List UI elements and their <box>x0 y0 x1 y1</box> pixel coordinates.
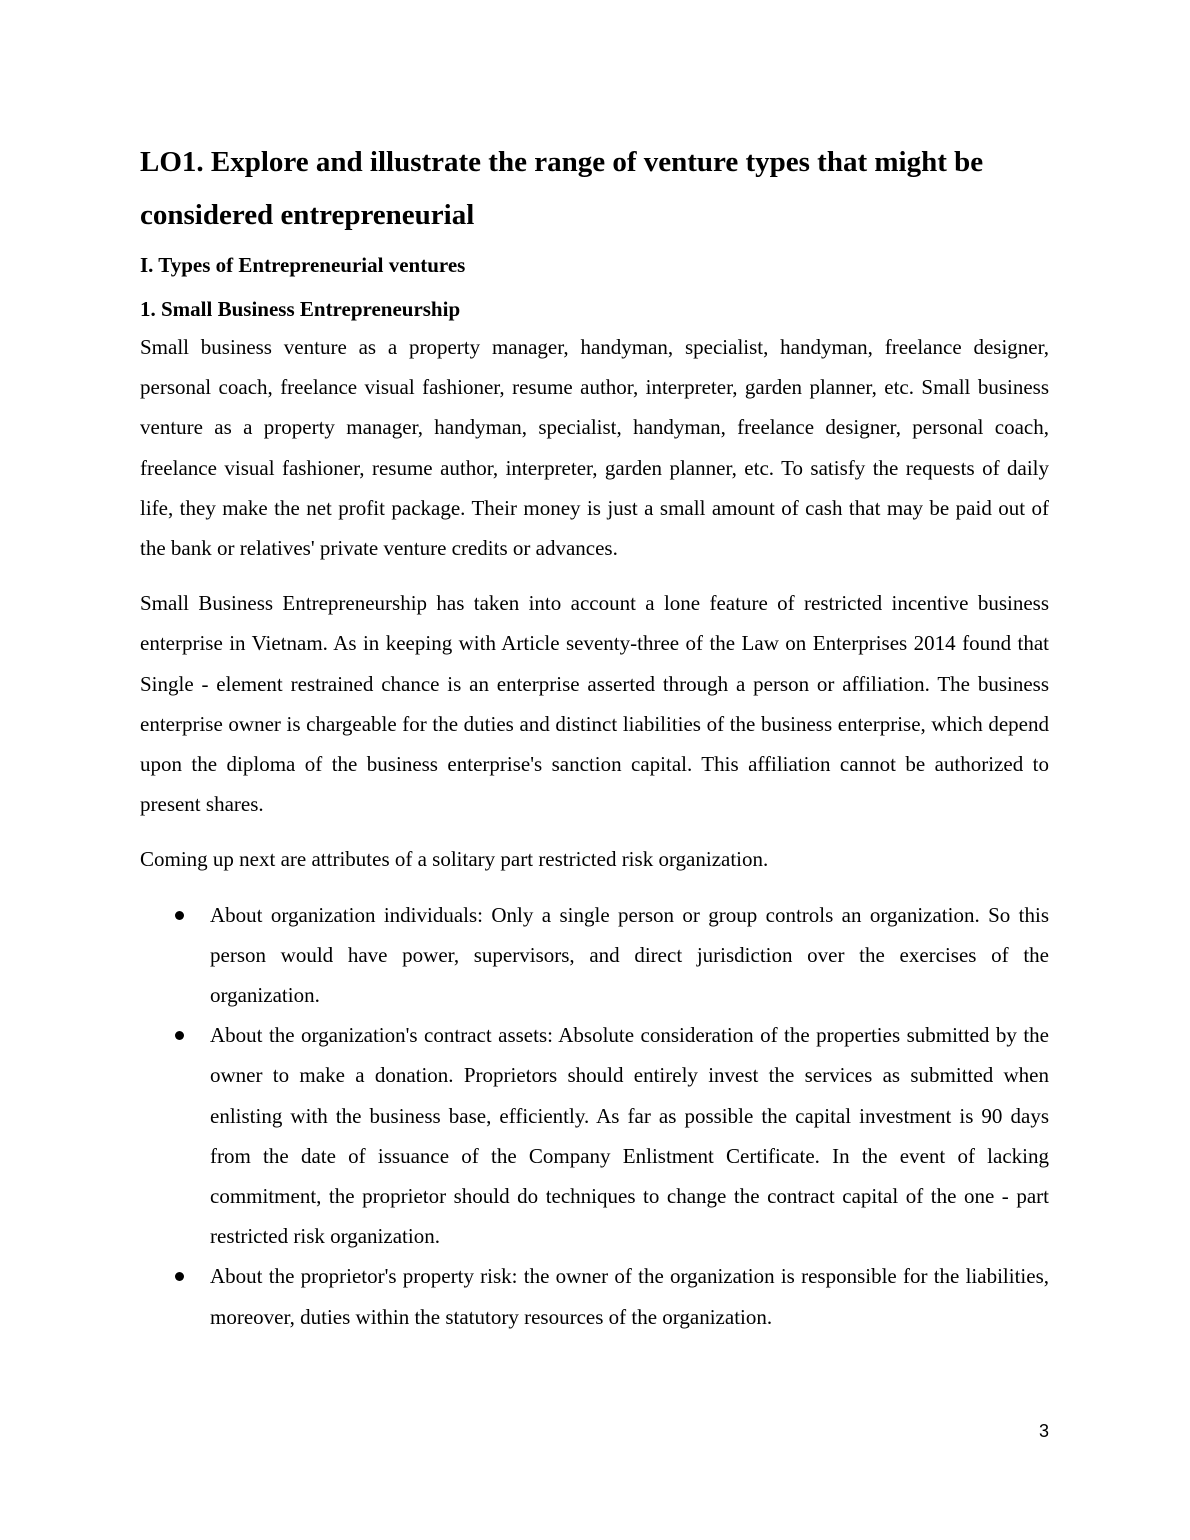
list-item-text: About the proprietor's property risk: the owner of the organization is responsible for the liabilities, moreover, duties within the statutory resources of the organization. <box>210 1264 1049 1329</box>
page-heading: LO1. Explore and illustrate the range of venture types that might be considered entrepreneurial <box>140 146 984 231</box>
list-item <box>140 895 1049 1016</box>
list-item <box>140 1256 1049 1336</box>
section-title: I. Types of Entrepreneurial ventures <box>140 253 466 277</box>
attributes-list <box>140 895 1049 1337</box>
paragraph-intro: Small business venture as a property manager, handyman, specialist, handyman, freelance designer, personal coach, freelance visual fashioner, resume author, interpreter, garden planner, etc. Small business venture as a property manager, handyman, specialist, handyman, freelance designer, personal coach, freelance visual fashioner, resume author, interpreter, garden planner, etc. To satisfy the requests of daily life, they make the net profit package. Their money is just a small amount of cash that may be paid out of the bank or relatives' private venture credits or advances. <box>140 335 1049 561</box>
list-item-text: About organization individuals: Only a single person or group controls an organization. So this person would have power, supervisors, and direct jurisdiction over the exercises of the organization. <box>210 902 1049 1008</box>
document-page <box>140 136 1049 1337</box>
paragraph-law: Small Business Entrepreneurship has taken into account a lone feature of restricted incentive business enterprise in Vietnam. As in keeping with Article seventy-three of the Law on Enterprises 2014 found that Single - element restrained chance is an enterprise asserted through a person or affiliation. The business enterprise owner is chargeable for the duties and distinct liabilities of the business enterprise, which depend upon the diploma of the business enterprise's sanction capital. This affiliation cannot be authorized to present shares. <box>140 591 1049 817</box>
bullet-icon <box>175 911 184 920</box>
paragraph-attributes-lead: Coming up next are attributes of a solitary part restricted risk organization. <box>140 847 769 872</box>
bullet-icon <box>175 1272 184 1281</box>
list-item <box>140 1015 1049 1256</box>
list-item-text: About the organization's contract assets: Absolute consideration of the properties submitted by the owner to make a donation. Proprietors should entirely invest the services as submitted when enlisting with the business base, efficiently. As far as possible the capital investment is 90 days from the date of issuance of the Company Enlistment Certificate. In the event of lacking commitment, the proprietor should do techniques to change the contract capital of the one - part restricted risk organization. <box>210 1023 1049 1249</box>
subsection-title: 1. Small Business Entrepreneurship <box>140 297 461 321</box>
page-number: 3 <box>1038 1421 1049 1441</box>
bullet-icon <box>175 1031 184 1040</box>
